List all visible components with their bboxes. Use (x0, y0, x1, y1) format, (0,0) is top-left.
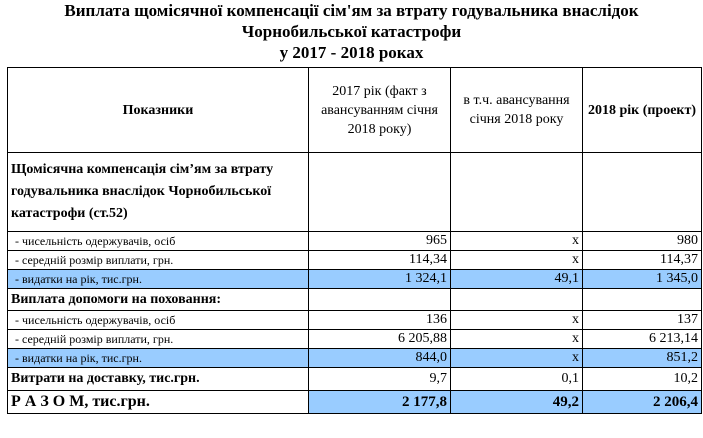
header-indicators: Показники (8, 68, 309, 153)
cell-2018: 980 (583, 232, 702, 251)
empty-cell (583, 153, 702, 232)
cell-2017: 2 177,8 (309, 391, 451, 414)
cell-2017: 965 (309, 232, 451, 251)
cell-2017: 1 324,1 (309, 270, 451, 289)
cell-2018: 1 345,0 (583, 270, 702, 289)
table-row (8, 251, 702, 270)
empty-cell (451, 289, 583, 311)
empty-cell (309, 289, 451, 311)
section-1-title: Щомісячна компенсація сім’ям за втрату годувальника внаслідок Чорнобильської катастрофи (ст.52) (8, 153, 309, 232)
delivery-label: Витрати на доставку, тис.грн. (8, 368, 309, 391)
row-label: - чисельність одержувачів, осіб (8, 232, 309, 251)
empty-cell (451, 153, 583, 232)
title-line-1: Виплата щомісячної компенсації сім'ям за втрату годувальника внаслідок (64, 1, 639, 20)
cell-2018: 137 (583, 311, 702, 330)
table-header-row (8, 68, 702, 153)
cell-2017: 844,0 (309, 349, 451, 368)
delivery-row (8, 368, 702, 391)
empty-cell (583, 289, 702, 311)
section-2-title-row (8, 289, 702, 311)
cell-2018: 10,2 (583, 368, 702, 391)
cell-2017: 136 (309, 311, 451, 330)
table-row (8, 349, 702, 368)
table-row (8, 232, 702, 251)
cell-advance: 0,1 (451, 368, 583, 391)
cell-advance: x (451, 311, 583, 330)
table-row (8, 311, 702, 330)
cell-2018: 2 206,4 (583, 391, 702, 414)
total-label: Р А З О М, тис.грн. (8, 391, 309, 414)
cell-2017: 6 205,88 (309, 330, 451, 349)
row-label: - середній розмір виплати, грн. (8, 330, 309, 349)
cell-advance: 49,1 (451, 270, 583, 289)
title-line-3: у 2017 - 2018 роках (279, 43, 424, 62)
cell-2017: 114,34 (309, 251, 451, 270)
header-2018: 2018 рік (проект) (583, 68, 702, 153)
compensation-table (7, 67, 702, 414)
cell-2018: 851,2 (583, 349, 702, 368)
cell-advance: x (451, 330, 583, 349)
row-label: - середній розмір виплати, грн. (8, 251, 309, 270)
cell-advance: x (451, 232, 583, 251)
section-1-title-row (8, 153, 702, 232)
cell-advance: x (451, 349, 583, 368)
row-label: - видатки на рік, тис.грн. (8, 270, 309, 289)
table-row (8, 270, 702, 289)
cell-advance: 49,2 (451, 391, 583, 414)
empty-cell (309, 153, 451, 232)
cell-2018: 6 213,14 (583, 330, 702, 349)
row-label: - видатки на рік, тис.грн. (8, 349, 309, 368)
document-title (0, 0, 703, 63)
total-row (8, 391, 702, 414)
section-2-title: Виплата допомоги на поховання: (8, 289, 309, 311)
header-advance: в т.ч. авансування січня 2018 року (451, 68, 583, 153)
header-2017: 2017 рік (факт з авансуванням січня 2018 року) (309, 68, 451, 153)
title-line-2: Чорнобильської катастрофи (241, 22, 462, 41)
row-label: - чисельність одержувачів, осіб (8, 311, 309, 330)
cell-advance: x (451, 251, 583, 270)
table-row (8, 330, 702, 349)
cell-2018: 114,37 (583, 251, 702, 270)
cell-2017: 9,7 (309, 368, 451, 391)
